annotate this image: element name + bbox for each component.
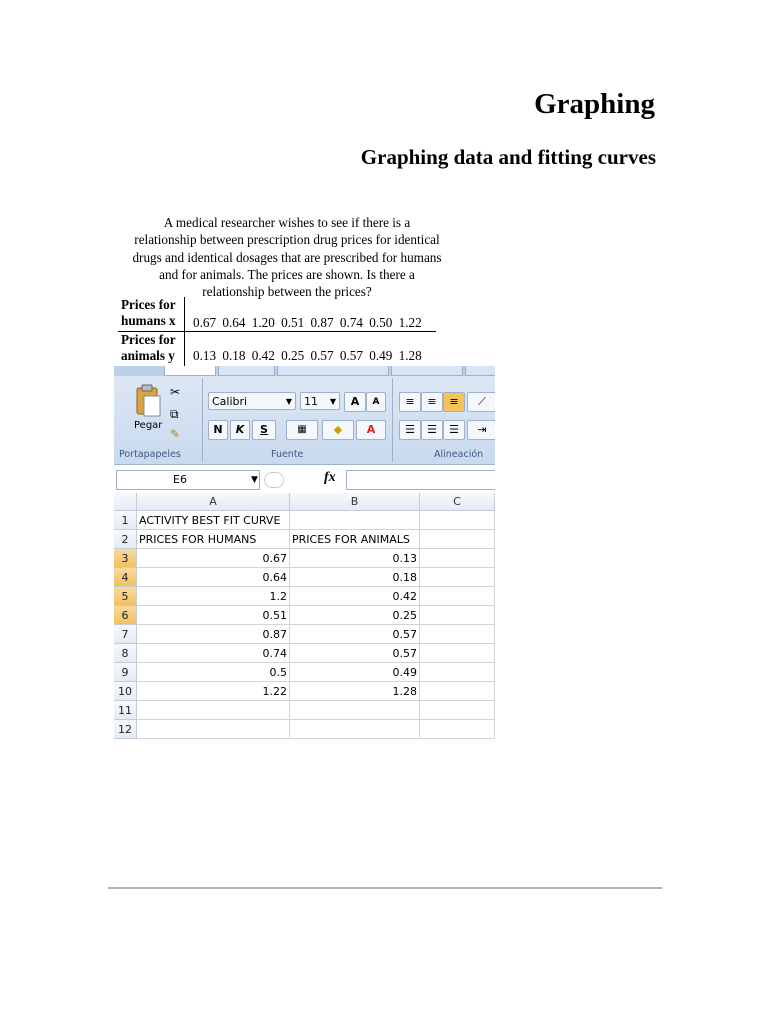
row-header[interactable]: 3	[114, 549, 137, 568]
row-header[interactable]: 10	[114, 682, 137, 701]
page-title: Graphing	[534, 88, 655, 120]
font-color-icon[interactable]: A	[356, 420, 386, 440]
cell-c11[interactable]	[420, 701, 495, 720]
chevron-down-icon: ▼	[251, 475, 258, 485]
row-header[interactable]: 8	[114, 644, 137, 663]
formula-bar	[114, 466, 495, 492]
cell-b2[interactable]: PRICES FOR ANIMALS	[290, 530, 420, 549]
cell-b10[interactable]: 1.28	[290, 682, 420, 701]
copy-icon[interactable]: ⧉	[170, 407, 179, 421]
ribbon-tabs	[114, 366, 495, 376]
borders-icon[interactable]: ▦	[286, 420, 318, 440]
ribbon	[114, 366, 495, 465]
expand-icon[interactable]	[264, 472, 284, 488]
row-header[interactable]: 5	[114, 587, 137, 606]
font-name-select[interactable]	[208, 392, 296, 410]
underline-button[interactable]: S	[252, 420, 276, 440]
fx-icon[interactable]: fx	[324, 470, 336, 485]
format-painter-icon[interactable]: ✎	[170, 427, 181, 441]
row-header[interactable]: 4	[114, 568, 137, 587]
cell-a2[interactable]: PRICES FOR HUMANS	[137, 530, 290, 549]
indent-icon[interactable]: ⇥	[467, 420, 495, 440]
cell-c6[interactable]	[420, 606, 495, 625]
label-line: Prices for	[121, 297, 176, 312]
cell-c3[interactable]	[420, 549, 495, 568]
row-header[interactable]: 7	[114, 625, 137, 644]
cell-b1[interactable]	[290, 511, 420, 530]
cell-b11[interactable]	[290, 701, 420, 720]
cell-a3[interactable]: 0.67	[137, 549, 290, 568]
shrink-font-icon[interactable]: A	[366, 392, 386, 412]
font-size-select[interactable]	[300, 392, 340, 410]
cell-c5[interactable]	[420, 587, 495, 606]
align-right-icon[interactable]: ☰	[443, 420, 465, 440]
group-separator	[392, 378, 393, 462]
cell-a9[interactable]: 0.5	[137, 663, 290, 682]
cell-c2[interactable]	[420, 530, 495, 549]
cell-a5[interactable]: 1.2	[137, 587, 290, 606]
tab-diseno-pagina[interactable]	[277, 366, 389, 376]
cell-c10[interactable]	[420, 682, 495, 701]
align-left-icon[interactable]: ☰	[399, 420, 421, 440]
tab-datos[interactable]	[465, 366, 495, 376]
select-all-corner[interactable]	[114, 493, 137, 511]
tab-formulas[interactable]	[391, 366, 463, 376]
cell-c8[interactable]	[420, 644, 495, 663]
paste-button[interactable]	[134, 384, 162, 418]
row-values-animals: 0.13 0.18 0.42 0.25 0.57 0.57 0.49 1.28	[193, 348, 422, 363]
italic-button[interactable]: K	[230, 420, 250, 440]
tab-insertar[interactable]	[218, 366, 275, 376]
column-header-a[interactable]: A	[137, 493, 290, 511]
formula-input[interactable]	[346, 470, 495, 490]
align-bottom-icon[interactable]: ≡	[443, 392, 465, 412]
cell-c7[interactable]	[420, 625, 495, 644]
cell-c1[interactable]	[420, 511, 495, 530]
cell-b4[interactable]: 0.18	[290, 568, 420, 587]
cell-c12[interactable]	[420, 720, 495, 739]
cell-a7[interactable]: 0.87	[137, 625, 290, 644]
group-separator	[202, 378, 203, 462]
font-name-value: Calibri	[212, 395, 248, 408]
grow-font-icon[interactable]: A	[344, 392, 366, 412]
cell-b7[interactable]: 0.57	[290, 625, 420, 644]
alignment-group-label: Alineación	[434, 449, 484, 460]
row-header[interactable]: 6	[114, 606, 137, 625]
clipboard-icon	[134, 384, 162, 418]
font-group-label: Fuente	[271, 449, 304, 460]
column-header-b[interactable]: B	[290, 493, 420, 511]
row-header[interactable]: 12	[114, 720, 137, 739]
font-size-value: 11	[304, 395, 318, 408]
cut-icon[interactable]: ✂	[170, 385, 181, 399]
column-header-c[interactable]: C	[420, 493, 495, 511]
cell-b5[interactable]: 0.42	[290, 587, 420, 606]
cell-a11[interactable]	[137, 701, 290, 720]
align-middle-icon[interactable]: ≡	[421, 392, 443, 412]
bold-button[interactable]: N	[208, 420, 228, 440]
row-header[interactable]: 1	[114, 511, 137, 530]
cell-a8[interactable]: 0.74	[137, 644, 290, 663]
row-label-humans	[121, 297, 179, 329]
row-label-animals	[121, 332, 179, 364]
align-top-icon[interactable]: ≡	[399, 392, 421, 412]
tab-inicio[interactable]	[164, 366, 216, 376]
cell-c9[interactable]	[420, 663, 495, 682]
cell-b6[interactable]: 0.25	[290, 606, 420, 625]
fill-color-icon[interactable]: ◆	[322, 420, 354, 440]
footer-rule	[108, 887, 662, 889]
cell-b3[interactable]: 0.13	[290, 549, 420, 568]
cell-a1[interactable]: ACTIVITY BEST FIT CURVE	[137, 511, 290, 530]
label-line: animals y	[121, 348, 175, 363]
row-header[interactable]: 2	[114, 530, 137, 549]
cell-b9[interactable]: 0.49	[290, 663, 420, 682]
cell-a10[interactable]: 1.22	[137, 682, 290, 701]
page-subtitle: Graphing data and fitting curves	[360, 145, 656, 169]
label-line: Prices for	[121, 332, 176, 347]
table-vertical-rule	[184, 297, 185, 367]
excel-screenshot	[114, 366, 495, 746]
row-values-humans: 0.67 0.64 1.20 0.51 0.87 0.74 0.50 1.22	[193, 315, 422, 330]
row-header[interactable]: 9	[114, 663, 137, 682]
label-line: humans x	[121, 313, 176, 328]
name-box[interactable]	[116, 470, 260, 490]
cell-a4[interactable]: 0.64	[137, 568, 290, 587]
align-center-icon[interactable]: ☰	[421, 420, 443, 440]
chevron-down-icon: ▼	[285, 397, 292, 406]
cell-a12[interactable]	[137, 720, 290, 739]
name-box-value: E6	[173, 473, 187, 486]
chevron-down-icon: ▼	[329, 397, 336, 406]
cell-b8[interactable]: 0.57	[290, 644, 420, 663]
row-header[interactable]: 11	[114, 701, 137, 720]
cell-a6[interactable]: 0.51	[137, 606, 290, 625]
clipboard-group-label: Portapapeles	[119, 449, 181, 460]
paste-label[interactable]: Pegar	[134, 420, 163, 431]
cell-c4[interactable]	[420, 568, 495, 587]
cell-b12[interactable]	[290, 720, 420, 739]
orientation-icon[interactable]: ⟋	[467, 392, 495, 412]
problem-statement: A medical researcher wishes to see if there is a relationship between prescription drug prices for identical drugs and identical dosages that are prescribed for humans and for animals. The prices are shown. Is there a relationship between the prices?	[132, 215, 442, 300]
